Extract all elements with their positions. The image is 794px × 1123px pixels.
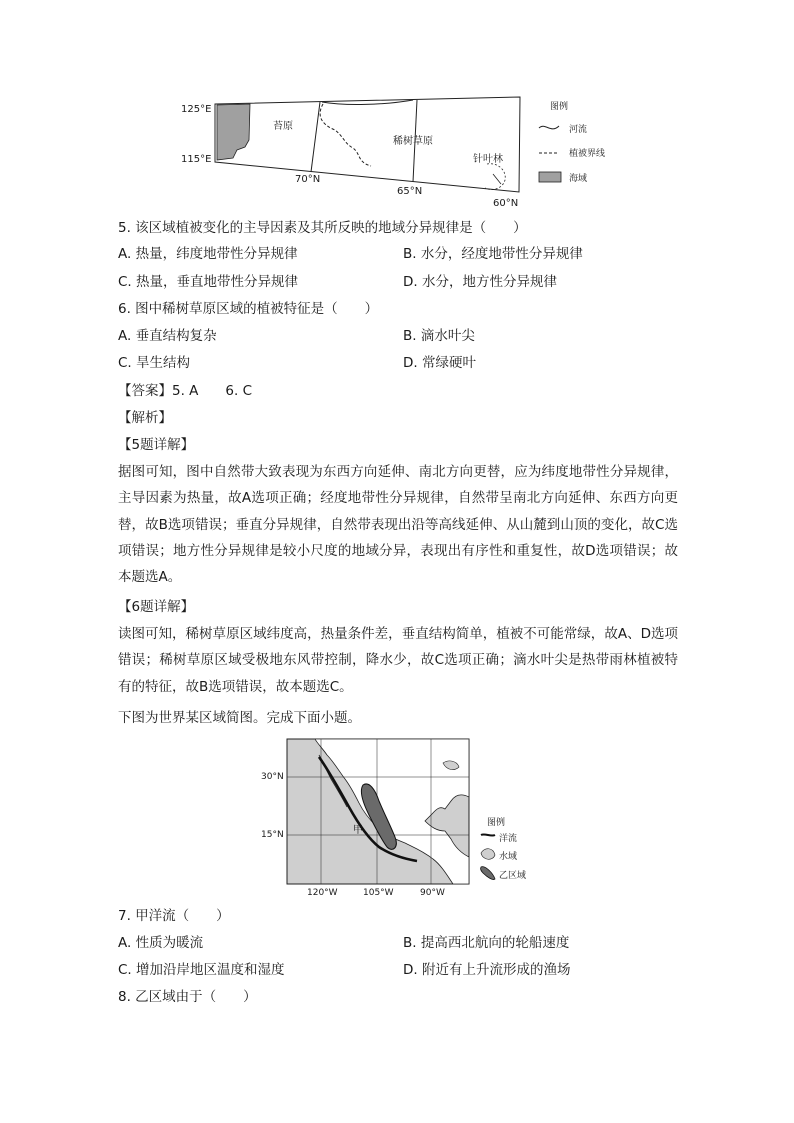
q6-option-d: D. 常绿硬叶 <box>403 355 476 371</box>
legend2-title: 图例 <box>487 818 506 828</box>
detail5-heading: 【5题详解】 <box>118 437 195 453</box>
map-frame <box>215 97 520 192</box>
q7-option-d: D. 附近有上升流形成的渔场 <box>403 962 571 978</box>
q8-stem: 8. 乙区域由于（ ） <box>118 989 257 1005</box>
q7-option-a: A. 性质为暖流 <box>118 935 204 951</box>
q5-option-b: B. 水分，经度地带性分异规律 <box>403 246 583 262</box>
q7-option-c: C. 增加沿岸地区温度和湿度 <box>118 962 285 978</box>
detail6-body: 读图可知，稀树草原区域纬度高，热量条件差，垂直结构简单，植被不可能常绿，故A、D选项错误；稀树草原区域受极地东风带控制，降水少，故C选项正确；滴水叶尖是热带雨林植被特有的特征，故B选项错误，故本题选C。 <box>118 626 678 695</box>
label-115e: 115°E <box>181 154 212 165</box>
yi-legend-icon <box>481 867 495 880</box>
sea-area <box>217 104 250 160</box>
detail6-heading: 【6题详解】 <box>118 599 195 615</box>
label-125e: 125°E <box>181 104 212 115</box>
q6-option-a: A. 垂直结构复杂 <box>118 328 217 344</box>
answer-line: 【答案】5. A 6. C <box>118 383 253 399</box>
sea-legend-icon <box>539 172 561 182</box>
q6-option-b: B. 滴水叶尖 <box>403 328 475 344</box>
label-90w: 90°W <box>420 888 445 898</box>
zone-tundra-label: 苔原 <box>273 121 293 132</box>
zone-conifer-label: 针叶林 <box>473 154 503 165</box>
river-legend-icon <box>539 126 559 129</box>
label-70n: 70°N <box>295 174 321 185</box>
legend2-yi: 乙区域 <box>499 871 527 881</box>
zone-sparse-label: 稀树草原 <box>393 136 433 147</box>
q5-option-d: D. 水分，地方性分异规律 <box>403 274 557 290</box>
label-30n: 30°N <box>261 772 284 782</box>
q6-stem: 6. 图中稀树草原区域的植被特征是（ ） <box>118 301 379 317</box>
q5-option-c: C. 热量，垂直地带性分异规律 <box>118 274 299 290</box>
legend-river: 河流 <box>569 125 588 135</box>
water-legend-icon <box>481 849 495 860</box>
legend2-current: 洋流 <box>499 834 518 844</box>
legend-title: 图例 <box>550 102 569 112</box>
q6-option-c: C. 旱生结构 <box>118 355 191 371</box>
region-map-figure <box>255 735 545 900</box>
q5-stem: 5. 该区域植被变化的主导因素及其所反映的地域分异规律是（ ） <box>118 220 527 236</box>
q7-stem: 7. 甲洋流（ ） <box>118 908 230 924</box>
label-105w: 105°W <box>363 888 394 898</box>
q5-option-a: A. 热量，纬度地带性分异规律 <box>118 246 298 262</box>
vegetation-map-figure <box>175 92 655 212</box>
intro-second-figure: 下图为世界某区域简图。完成下面小题。 <box>118 710 361 726</box>
label-65n: 65°N <box>397 186 423 197</box>
legend-boundary: 植被界线 <box>569 149 606 159</box>
analysis-heading: 【解析】 <box>118 410 172 426</box>
label-60n: 60°N <box>493 198 519 209</box>
label-120w: 120°W <box>307 888 338 898</box>
detail5-body: 据图可知，图中自然带大致表现为东西方向延伸、南北方向更替，应为纬度地带性分异规律，主导因素为热量，故A选项正确；经度地带性分异规律，自然带呈南北方向延伸、东西方向更替，故B选项错误；垂直分异规律，自然带表现出沿等高线延伸、从山麓到山顶的变化，故C选项错误；地方性分异规律是较小尺度的地域分异，表现出有序性和重复性，故D选项错误；故本题选A。 <box>118 464 678 586</box>
label-15n: 15°N <box>261 830 284 840</box>
q7-option-b: B. 提高西北航向的轮船速度 <box>403 935 570 951</box>
label-jia: 甲 <box>353 825 363 836</box>
current-legend-icon <box>481 834 495 835</box>
legend2-water: 水域 <box>499 852 518 862</box>
legend-sea: 海域 <box>569 174 588 184</box>
